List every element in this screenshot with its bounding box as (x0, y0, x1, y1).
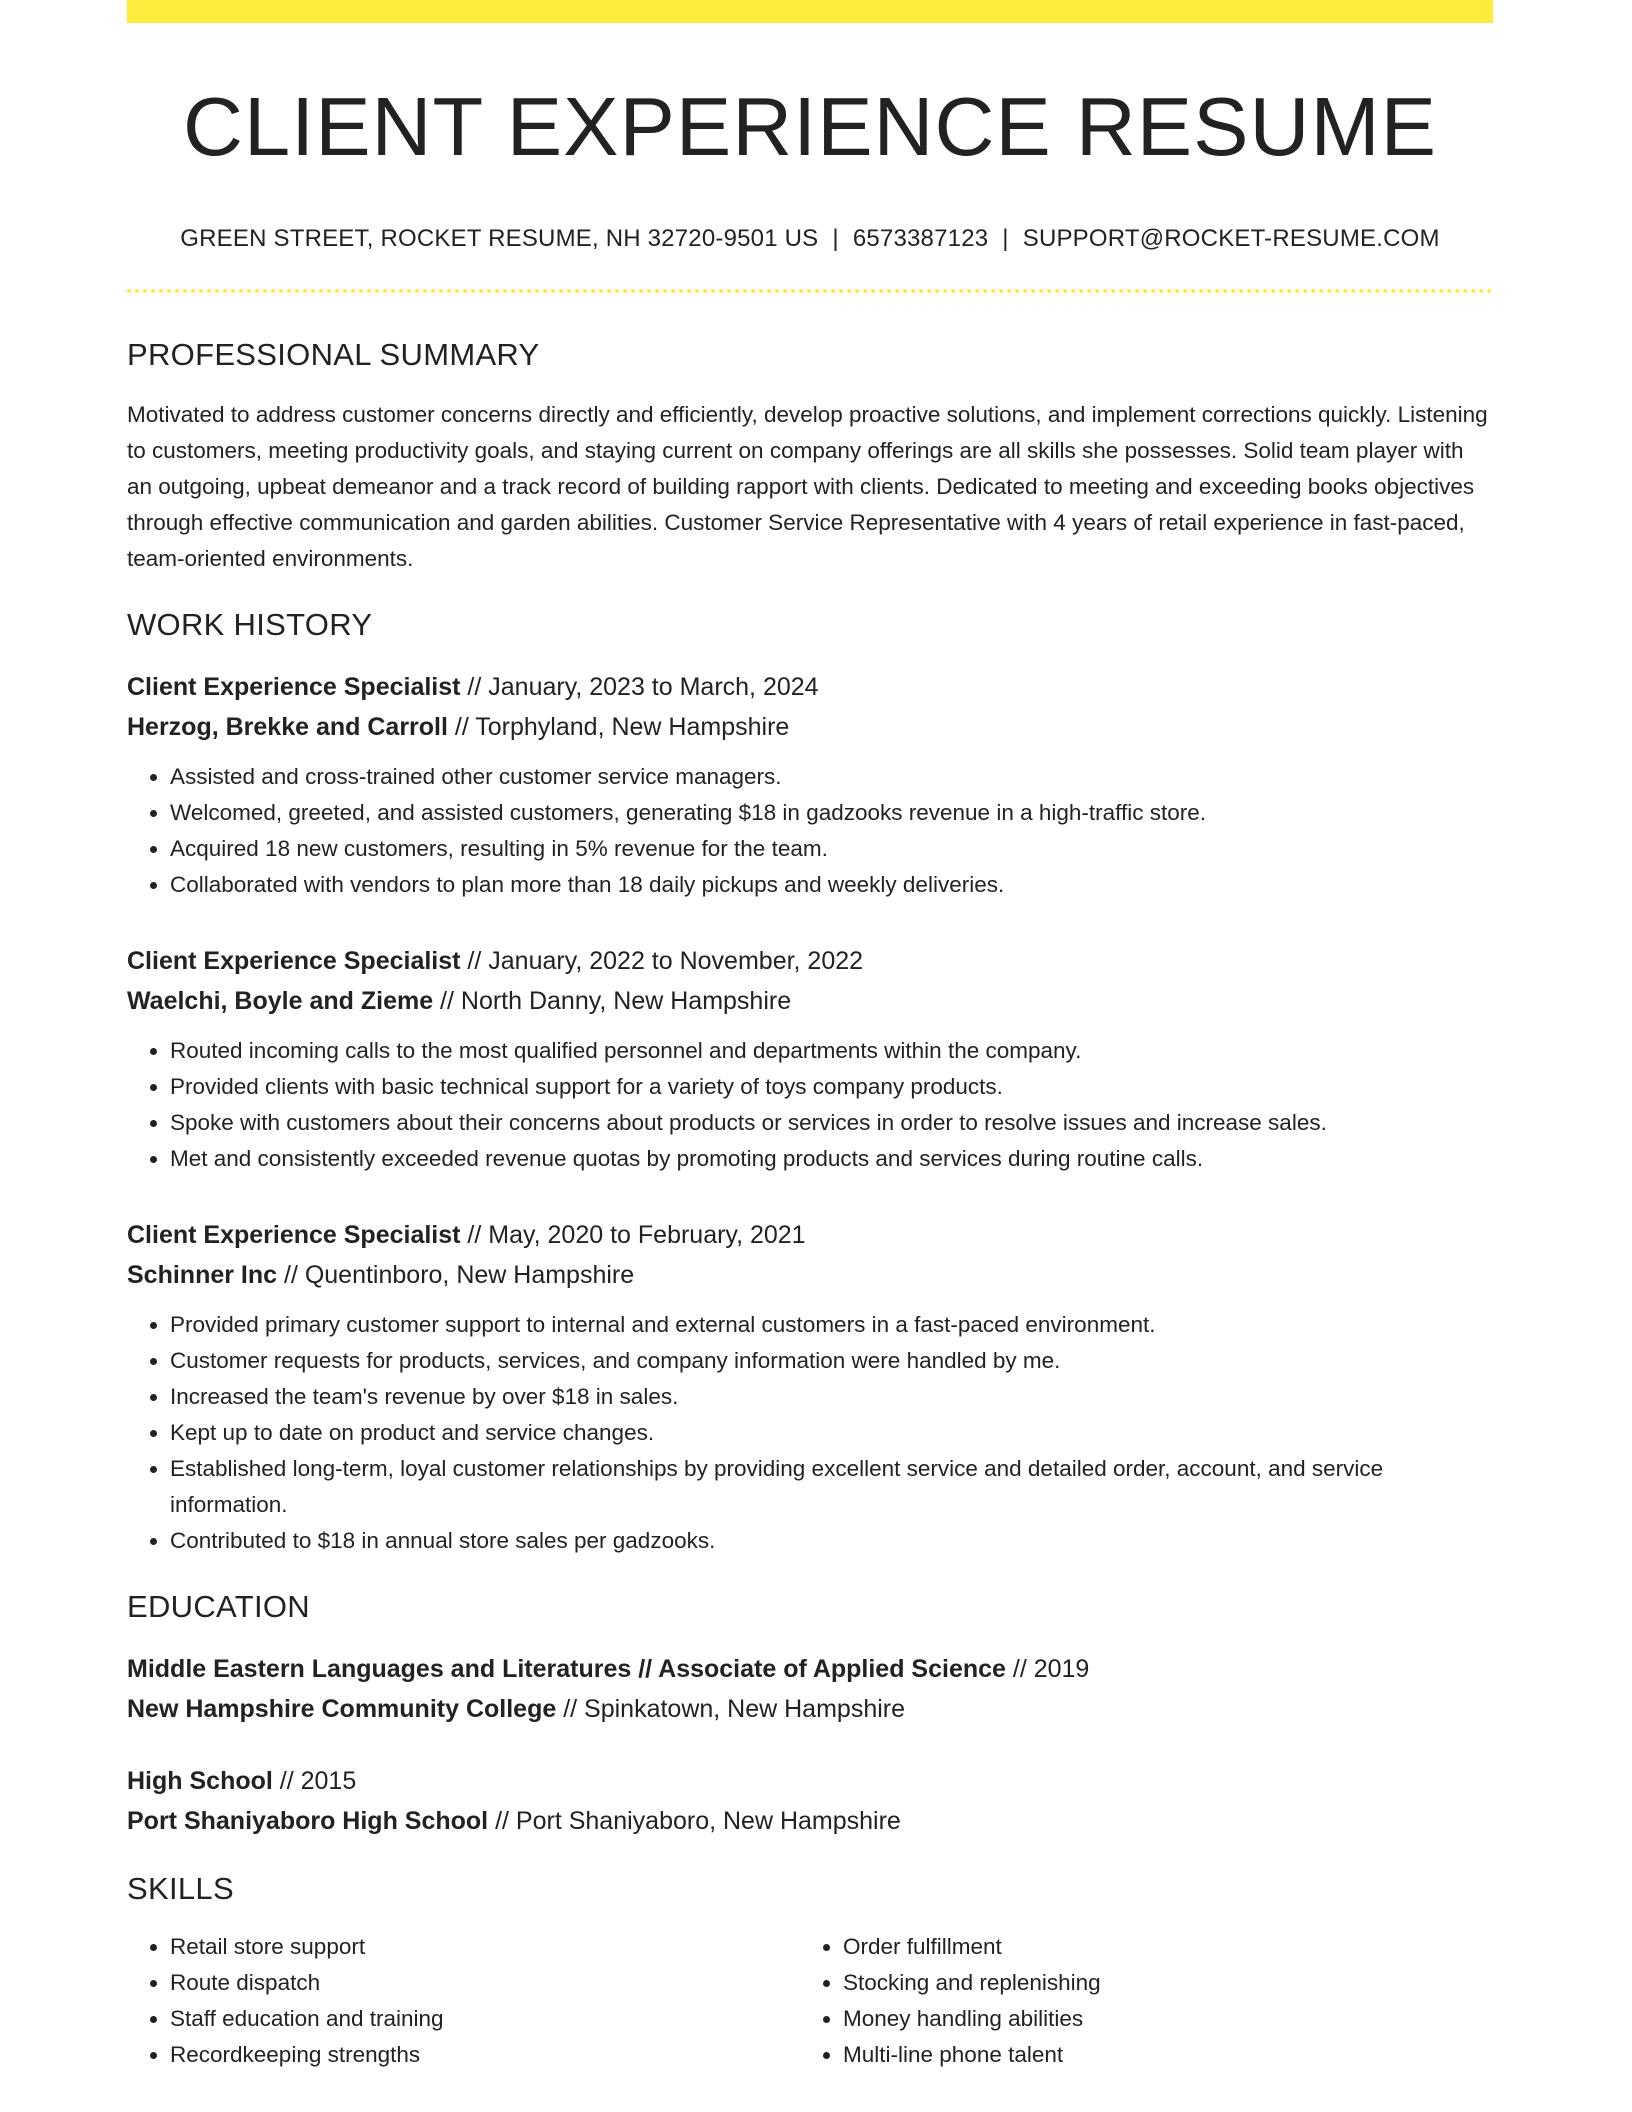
skills-left-list (127, 1929, 800, 2073)
summary-heading: PROFESSIONAL SUMMARY (127, 337, 540, 373)
summary-text: Motivated to address customer concerns directly and efficiently, develop proactive solutions, and implement corrections quickly. Listening to customers, meeting productivity goals, and staying current on company offerings are all skills she possesses. Solid team player with an outgoing, upbeat demeanor and a track record of building rapport with clients. Dedicated to meeting and exceeding books objectives through effective communication and garden abilities. Customer Service Representative with 4 years of retail experience in fast-paced, team-oriented environments. (127, 402, 1488, 572)
job-entry (127, 667, 1493, 903)
skills-right-list (800, 1929, 1473, 2073)
job-bullets (127, 759, 1493, 903)
job-bullet: • Assisted and cross-trained other customer service managers. (170, 759, 1493, 795)
contact-phone: 6573387123 (852, 225, 989, 253)
work-history-heading: WORK HISTORY (127, 607, 373, 643)
job-location: // Quentinboro, New Hampshire (277, 1261, 635, 1290)
skills-heading: SKILLS (127, 1871, 234, 1907)
skill-item: • Recordkeeping strengths (170, 2037, 800, 2073)
education-entry (127, 1649, 1493, 1729)
education-degree-line (127, 1649, 1493, 1689)
job-dates: // May, 2020 to February, 2021 (460, 1221, 806, 1250)
contact-separator: | (1002, 225, 1009, 253)
skill-item: • Staff education and training (170, 2001, 800, 2037)
education-entry (127, 1761, 1493, 1841)
job-title: Client Experience Specialist (127, 673, 461, 702)
job-title-line (127, 1215, 1493, 1255)
education-location: // Spinkatown, New Hampshire (556, 1695, 906, 1724)
education-year: // 2019 (1005, 1655, 1090, 1684)
job-dates: // January, 2023 to March, 2024 (460, 673, 819, 702)
education-year: // 2015 (272, 1767, 357, 1796)
job-bullet: • Acquired 18 new customers, resulting in 5% revenue for the team. (170, 831, 1493, 867)
resume-page (127, 0, 1493, 2073)
job-company-line (127, 1255, 1493, 1295)
job-bullet: • Customer requests for products, services, and company information were handled by me. (170, 1343, 1493, 1379)
resume-title: CLIENT EXPERIENCE RESUME (183, 80, 1437, 173)
job-entry (127, 1215, 1493, 1559)
education-location: // Port Shaniyaboro, New Hampshire (488, 1807, 901, 1836)
skill-item: • Order fulfillment (843, 1929, 1473, 1965)
education-degree: Middle Eastern Languages and Literatures // Associate of Applied Science (127, 1655, 1006, 1684)
job-bullet: • Established long-term, loyal customer relationships by providing excellent service and detailed order, account, and service information. (170, 1451, 1493, 1523)
job-bullet: • Contributed to $18 in annual store sales per gadzooks. (170, 1523, 1493, 1559)
skill-item: • Route dispatch (170, 1965, 800, 2001)
job-company: Schinner Inc (127, 1261, 278, 1290)
job-bullet: • Welcomed, greeted, and assisted customers, generating $18 in gadzooks revenue in a high-traffic store. (170, 795, 1493, 831)
job-bullets (127, 1033, 1493, 1177)
job-company: Herzog, Brekke and Carroll (127, 713, 448, 742)
skills-columns (127, 1929, 1493, 2073)
education-degree: High School (127, 1767, 273, 1796)
education-school-line (127, 1801, 1493, 1841)
contact-separator: | (832, 225, 839, 253)
skill-item: • Money handling abilities (843, 2001, 1473, 2037)
skill-item: • Stocking and replenishing (843, 1965, 1473, 2001)
job-entry (127, 941, 1493, 1177)
job-bullet: • Met and consistently exceeded revenue quotas by promoting products and services during routine calls. (170, 1141, 1493, 1177)
job-bullet: • Increased the team's revenue by over $18 in sales. (170, 1379, 1493, 1415)
contact-line (127, 225, 1493, 253)
education-degree-line (127, 1761, 1493, 1801)
job-title: Client Experience Specialist (127, 947, 461, 976)
job-company: Waelchi, Boyle and Zieme (127, 987, 434, 1016)
skill-item: • Retail store support (170, 1929, 800, 1965)
job-bullet: • Routed incoming calls to the most qualified personnel and departments within the company. (170, 1033, 1493, 1069)
job-dates: // January, 2022 to November, 2022 (460, 947, 864, 976)
accent-bar (127, 0, 1493, 23)
education-school: New Hampshire Community College (127, 1695, 557, 1724)
job-company-line (127, 981, 1493, 1021)
job-bullet: • Collaborated with vendors to plan more than 18 daily pickups and weekly deliveries. (170, 867, 1493, 903)
job-bullet: • Spoke with customers about their concerns about products or services in order to resolve issues and increase sales. (170, 1105, 1493, 1141)
job-bullet: • Provided primary customer support to internal and external customers in a fast-paced environment. (170, 1307, 1493, 1343)
job-location: // Torphyland, New Hampshire (447, 713, 790, 742)
skill-item: • Multi-line phone talent (843, 2037, 1473, 2073)
job-bullet: • Kept up to date on product and service changes. (170, 1415, 1493, 1451)
job-bullet: • Provided clients with basic technical support for a variety of toys company products. (170, 1069, 1493, 1105)
education-school: Port Shaniyaboro High School (127, 1807, 489, 1836)
contact-address: GREEN STREET, ROCKET RESUME, NH 32720-9501 US (180, 225, 819, 253)
job-location: // North Danny, New Hampshire (433, 987, 792, 1016)
education-school-line (127, 1689, 1493, 1729)
education-heading: EDUCATION (127, 1589, 310, 1625)
job-company-line (127, 707, 1493, 747)
contact-email: SUPPORT@ROCKET-RESUME.COM (1022, 225, 1440, 253)
job-title-line (127, 667, 1493, 707)
dotted-divider (127, 289, 1493, 293)
job-bullets (127, 1307, 1493, 1559)
job-title-line (127, 941, 1493, 981)
job-title: Client Experience Specialist (127, 1221, 461, 1250)
